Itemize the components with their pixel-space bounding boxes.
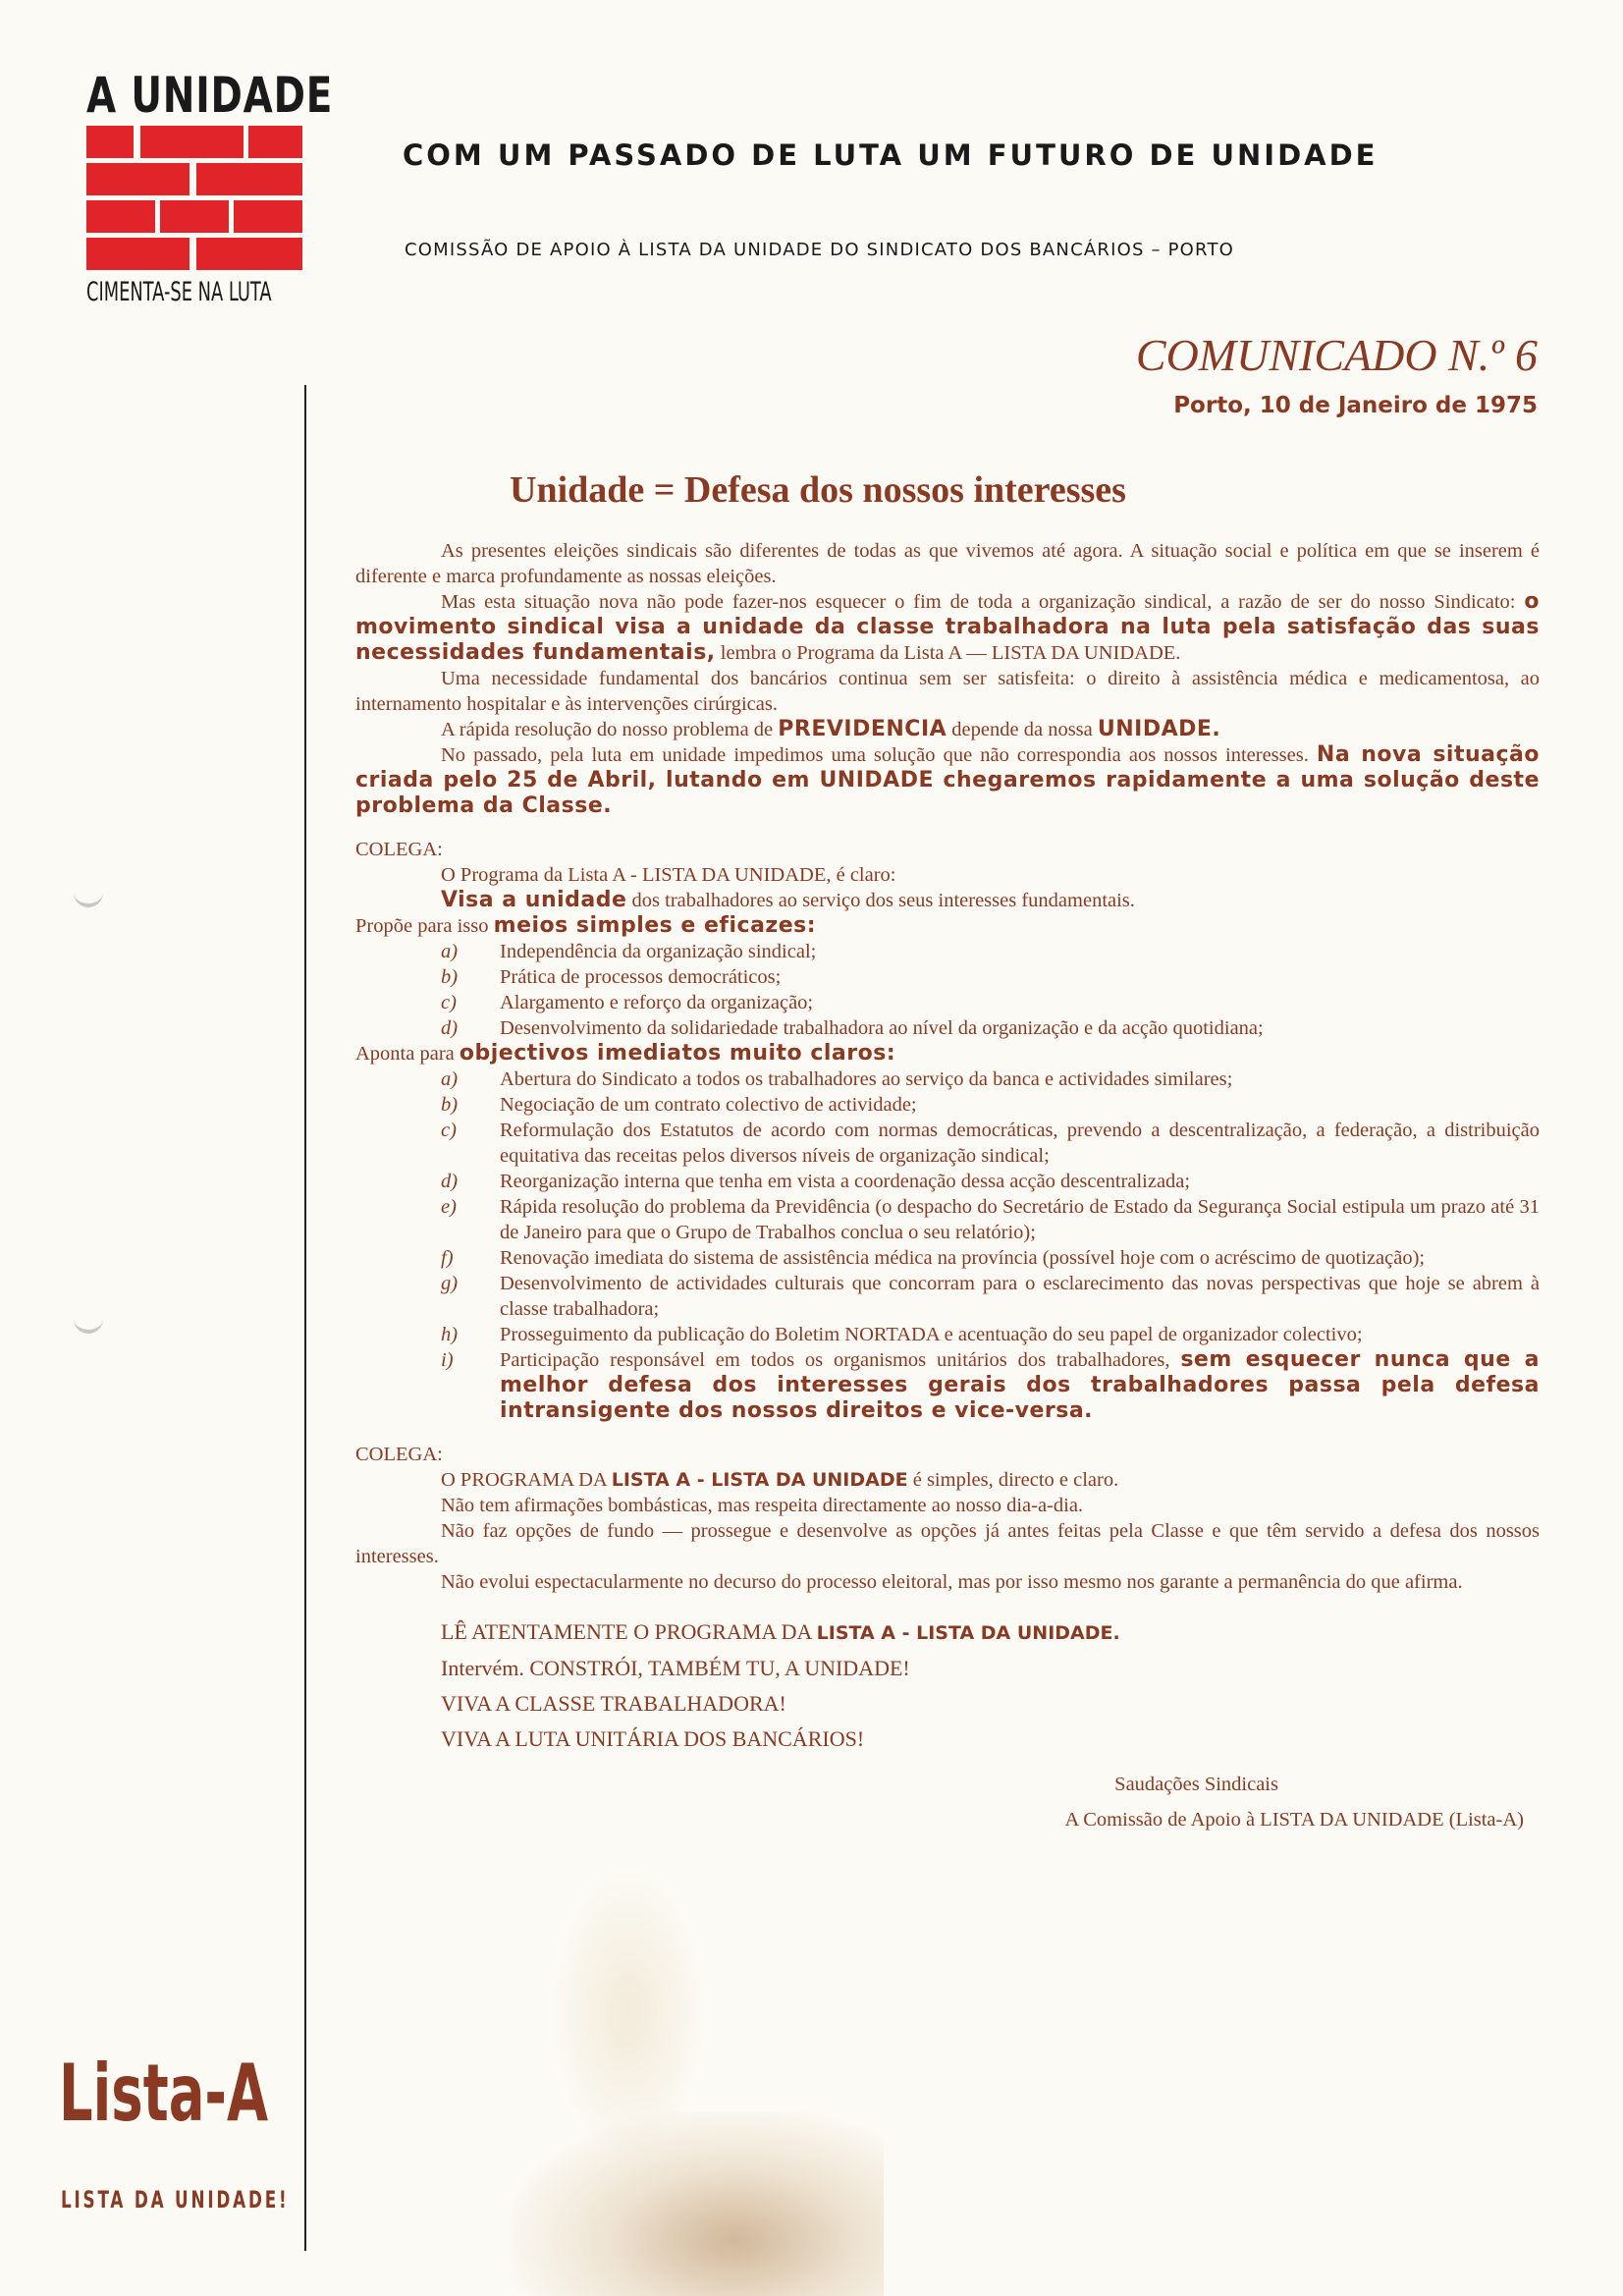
paragraph-3: Uma necessidade fundamental dos bancários continua sem ser satisfeita: o direito à assistência médica e medicamentosa, ao internamento hospitalar e às intervenções cirúrgicas. — [355, 668, 1540, 715]
paragraph-1: As presentes eleições sindicais são diferentes de todas as que vivemos até agora. A situação social e política em que se inserem é diferente e marca profundamente as nossas eleições. — [355, 540, 1540, 587]
headline: Unidade = Defesa dos nossos interesses — [510, 469, 1126, 511]
colega-heading: COLEGA: — [355, 839, 443, 860]
date-line: Porto, 10 de Janeiro de 1975 — [1173, 393, 1538, 418]
meios-list — [355, 939, 1540, 1041]
list-letter: d) — [441, 1017, 459, 1039]
margin-divider — [304, 385, 306, 2251]
signature: A Comissão de Apoio à LISTA DA UNIDADE (Lista-A) — [1064, 1809, 1524, 1831]
programa-intro: O Programa da Lista A - LISTA DA UNIDADE, é claro: — [441, 864, 896, 886]
list-text: Desenvolvimento da solidariedade trabalhadora ao nível da organização e da acção quotidiana; — [500, 1017, 1264, 1039]
le-emphasis: LISTA A - LISTA DA UNIDADE. — [816, 1622, 1120, 1644]
list-letter: a) — [441, 941, 459, 962]
list-item — [355, 1347, 1540, 1424]
visa-emphasis: Visa a unidade — [441, 888, 627, 912]
propoe-line — [355, 913, 1540, 939]
list-text: Reorganização interna que tenha em vista a coordenação dessa acção descentralizada; — [500, 1171, 1191, 1192]
list-letter: c) — [441, 992, 457, 1013]
brick — [196, 163, 302, 195]
aponta-text: Aponta para — [355, 1043, 460, 1065]
list-item — [355, 990, 1540, 1015]
fold-mark — [74, 890, 103, 907]
list-text: Rápida resolução do problema da Previdência (o despacho do Secretário de Estado da Segurança Social estipula um prazo até 31 de Janeiro para que o Grupo de Trabalhos conclua o seu relatório); — [500, 1196, 1540, 1243]
brick — [86, 126, 134, 158]
list-text: Negociação de um contrato colectivo de actividade; — [500, 1094, 917, 1116]
brick — [248, 126, 302, 158]
intervem-line: Intervém. CONSTRÓI, TAMBÉM TU, A UNIDADE! — [441, 1656, 910, 1680]
header-slogan: COM UM PASSADO DE LUTA UM FUTURO DE UNIDADE — [403, 138, 1379, 172]
paper-stain — [511, 2111, 884, 2296]
visa-text: dos trabalhadores ao serviço dos seus interesses fundamentais. — [626, 890, 1135, 911]
list-letter: e) — [441, 1196, 457, 1218]
logo-title: A UNIDADE — [86, 67, 334, 124]
list-item — [355, 964, 1540, 990]
le-line — [441, 1614, 1540, 1651]
saudacoes: Saudações Sindicais — [1114, 1774, 1278, 1795]
list-letter: b) — [441, 1094, 459, 1116]
list-text: Prática de processos democráticos; — [500, 966, 782, 988]
list-text: Independência da organização sindical; — [500, 941, 817, 962]
list-item — [355, 1322, 1540, 1347]
list-item — [355, 1245, 1540, 1271]
prog2-text: O PROGRAMA DA — [441, 1469, 612, 1491]
brick — [196, 238, 302, 270]
brick — [86, 163, 189, 195]
list-letter: d) — [441, 1171, 459, 1192]
p4-text2: depende da nossa — [947, 719, 1098, 740]
logo — [86, 67, 334, 307]
p4-text: A rápida resolução do nosso problema de — [441, 719, 779, 740]
prog2-emphasis: LISTA A - LISTA DA UNIDADE — [611, 1469, 908, 1491]
header-commission: COMISSÃO DE APOIO À LISTA DA UNIDADE DO SINDICATO DOS BANCÁRIOS – PORTO — [405, 240, 1235, 260]
list-letter: h) — [441, 1324, 459, 1345]
prog2-tail: é simples, directo e claro. — [907, 1469, 1119, 1491]
list-text: Participação responsável em todos os organismos unitários dos trabalhadores, — [500, 1349, 1181, 1371]
paragraph-4 — [355, 717, 1540, 742]
nao-line-3: Não evolui espectacularmente no decurso do processo eleitoral, mas por isso mesmo nos garante a permanência do que afirma. — [441, 1571, 1463, 1593]
brick — [160, 200, 229, 233]
le-text: LÊ ATENTAMENTE O PROGRAMA DA — [441, 1619, 817, 1644]
brick-wall-icon — [86, 126, 302, 273]
visa-line — [355, 888, 1540, 913]
list-item — [355, 1194, 1540, 1245]
lista-a-logo: Lista-A — [59, 2048, 269, 2139]
p2-tail: lembra o Programa da Lista A — LISTA DA UNIDADE. — [715, 642, 1181, 664]
objectivos-list-last — [355, 1347, 1540, 1424]
lista-da-unidade-tagline: LISTA DA UNIDADE! — [61, 2186, 290, 2214]
p5-emphasis: Na nova situação criada pelo 25 de Abril, lutando em UNIDADE chegaremos rapidamente a uma solução deste problema da Classe. — [355, 742, 1540, 818]
p2-text: Mas esta situação nova não pode fazer-nos esquecer o fim de toda a organização sindical, a razão de ser do nosso Sindicato: — [441, 591, 1525, 613]
body-content — [355, 538, 1540, 1837]
list-letter: f) — [441, 1247, 454, 1269]
comunicado-number: COMUNICADO N.º 6 — [1135, 330, 1538, 380]
list-letter: a) — [441, 1068, 459, 1090]
brick — [234, 200, 302, 233]
p2-emphasis: o movimento sindical visa a unidade da classe trabalhadora na luta pela satisfação das suas necessidades fundamentais, — [355, 589, 1540, 665]
paragraph-2 — [355, 589, 1540, 666]
propoe-text: Propõe para isso — [355, 915, 494, 937]
list-text: Reformulação dos Estatutos de acordo com normas democráticas, prevendo a descentralização, a federação, a distribuição equitativa das receitas pelos diversos níveis de organização sindical; — [500, 1120, 1540, 1167]
p5-text: No passado, pela luta em unidade impedimos uma solução que não correspondia aos nossos interesses. — [441, 744, 1317, 766]
aponta-line — [355, 1041, 1540, 1066]
viva-line-2: VIVA A LUTA UNITÁRIA DOS BANCÁRIOS! — [441, 1726, 865, 1751]
nao-line-1: Não tem afirmações bombásticas, mas respeita directamente ao nosso dia-a-dia. — [441, 1495, 1084, 1516]
aponta-emphasis: objectivos imediatos muito claros: — [459, 1041, 896, 1066]
list-text: Prosseguimento da publicação do Boletim NORTADA e acentuação do seu papel de organizador colectivo; — [500, 1324, 1363, 1345]
list-item — [355, 1271, 1540, 1322]
propoe-emphasis: meios simples e eficazes: — [493, 913, 817, 938]
p4-previdencia: PREVIDENCIA — [778, 717, 947, 741]
logo-subtitle: CIMENTA-SE NA LUTA — [86, 277, 272, 307]
objectivos-list — [355, 1066, 1540, 1347]
list-item — [355, 1066, 1540, 1092]
signature-block — [355, 1767, 1540, 1837]
closing-block — [355, 1614, 1540, 1757]
viva-line-1: VIVA A CLASSE TRABALHADORA! — [441, 1691, 786, 1716]
list-emphasis: sem esquecer nunca que a melhor defesa dos interesses gerais dos trabalhadores passa pela defesa intransigente dos nossos direitos e vice-versa. — [500, 1347, 1540, 1423]
fold-mark — [74, 1316, 103, 1334]
nao-line-2: Não faz opções de fundo — prossegue e desenvolve as opções já antes feitas pela Classe e que têm servido a defesa dos nossos interesses. — [355, 1520, 1540, 1567]
list-item — [355, 1092, 1540, 1118]
list-item — [355, 939, 1540, 964]
list-item — [355, 1169, 1540, 1194]
list-letter: g) — [441, 1273, 459, 1294]
list-text: Alargamento e reforço da organização; — [500, 992, 814, 1013]
list-text: Renovação imediata do sistema de assistência médica na província (possível hoje com o acréscimo de quotização); — [500, 1247, 1426, 1269]
list-text: Desenvolvimento de actividades culturais que concorram para o esclarecimento das novas perspectivas que hoje se abrem à classe trabalhadora; — [500, 1273, 1540, 1320]
list-text: Abertura do Sindicato a todos os trabalhadores ao serviço da banca e actividades similares; — [500, 1068, 1233, 1090]
brick — [86, 238, 189, 270]
list-item — [355, 1015, 1540, 1041]
list-letter: i) — [441, 1349, 454, 1371]
brick — [140, 126, 243, 158]
p4-unidade: UNIDADE. — [1097, 717, 1221, 741]
brick — [86, 200, 155, 233]
colega-heading-2: COLEGA: — [355, 1444, 443, 1465]
list-letter: b) — [441, 966, 459, 988]
programa-line — [355, 1467, 1540, 1493]
list-letter: c) — [441, 1120, 457, 1141]
paragraph-5 — [355, 742, 1540, 819]
list-item — [355, 1118, 1540, 1169]
